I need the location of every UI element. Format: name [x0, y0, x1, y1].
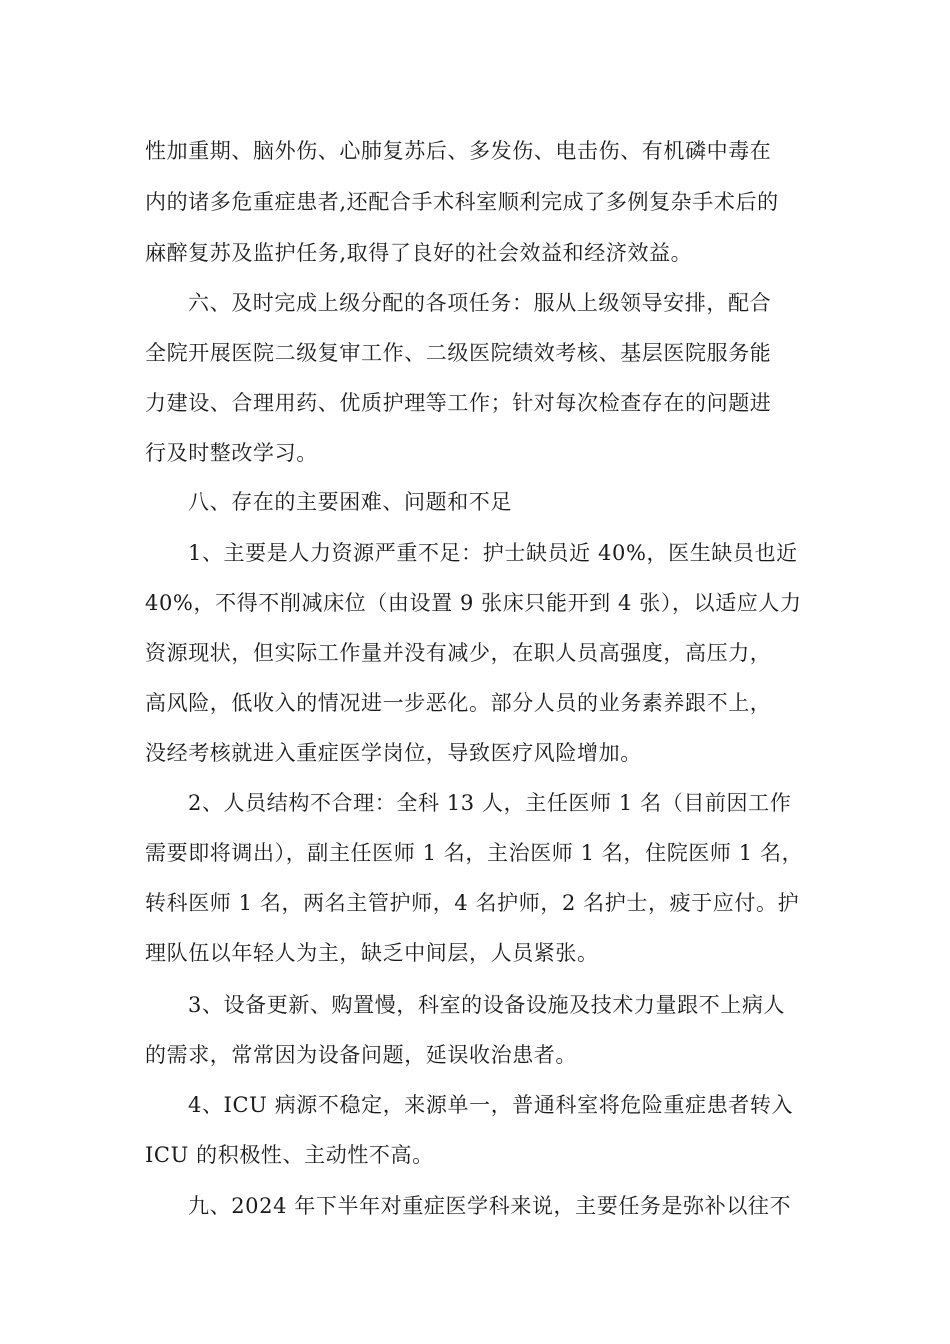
paragraph-line: 2、人员结构不合理：全科 13 人，主任医师 1 名（目前因工作 — [188, 791, 792, 815]
paragraph-line: 3、设备更新、购置慢，科室的设备设施及技术力量跟不上病人 — [188, 993, 786, 1017]
paragraph-line: 高风险，低收入的情况进一步恶化。部分人员的业务素养跟不上， — [145, 691, 772, 715]
paragraph-line: 40%，不得不削减床位（由设置 9 张床只能开到 4 张），以适应人力 — [145, 591, 802, 615]
paragraph-line: 没经考核就进入重症医学岗位，导致医疗风险增加。 — [145, 741, 642, 765]
paragraph-line: 性加重期、脑外伤、心肺复苏后、多发伤、电击伤、有机磷中毒在 — [145, 139, 772, 163]
paragraph-line: 九、2024 年下半年对重症医学科来说，主要任务是弥补以往不 — [188, 1194, 792, 1218]
paragraph-line: 行及时整改学习。 — [145, 441, 318, 465]
paragraph-line: 资源现状，但实际工作量并没有减少，在职人员高强度，高压力， — [145, 641, 772, 665]
paragraph-line: 转科医师 1 名，两名主管护师，4 名护师，2 名护士，疲于应付。护 — [145, 891, 800, 915]
paragraph-line: ICU 的积极性、主动性不高。 — [145, 1143, 434, 1167]
paragraph-line: 的需求，常常因为设备问题，延误收治患者。 — [145, 1043, 577, 1067]
paragraph-line: 理队伍以年轻人为主，缺乏中间层，人员紧张。 — [145, 941, 599, 965]
paragraph-line: 1、主要是人力资源严重不足：护士缺员近 40%，医生缺员也近 — [188, 541, 798, 565]
paragraph-line: 4、ICU 病源不稳定，来源单一，普通科室将危险重症患者转入 — [188, 1093, 794, 1117]
section-heading: 八、存在的主要困难、问题和不足 — [188, 490, 512, 514]
paragraph-line: 六、及时完成上级分配的各项任务：服从上级领导安排，配合 — [188, 291, 772, 315]
paragraph-line: 力建设、合理用药、优质护理等工作；针对每次检查存在的问题进 — [145, 391, 772, 415]
paragraph-line: 全院开展医院二级复审工作、二级医院绩效考核、基层医院服务能 — [145, 341, 772, 365]
paragraph-line: 需要即将调出），副主任医师 1 名，主治医师 1 名，住院医师 1 名， — [145, 841, 804, 865]
paragraph-line: 内的诸多危重症患者,还配合手术科室顺利完成了多例复杂手术后的 — [145, 190, 779, 214]
paragraph-line: 麻醉复苏及监护任务,取得了良好的社会效益和经济效益。 — [145, 241, 693, 265]
